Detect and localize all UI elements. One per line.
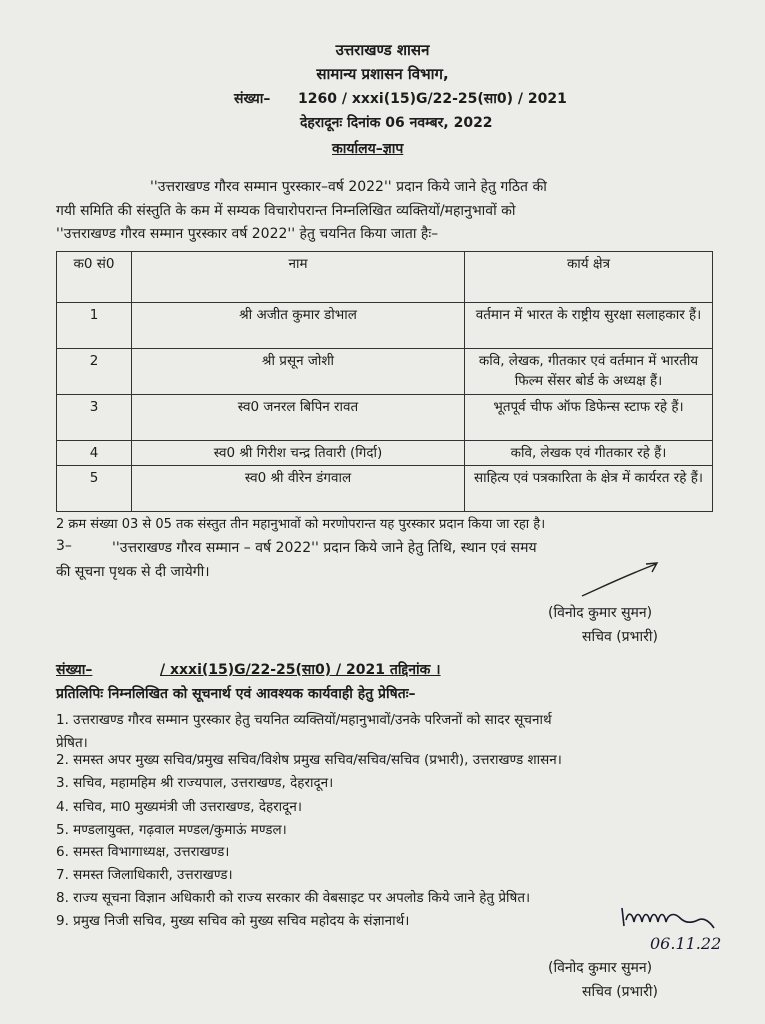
copy-item: प्रेषित। [56, 735, 88, 751]
header-sn: क0 सं0 [57, 252, 132, 303]
department-name: सामान्य प्रशासन विभाग, [316, 65, 449, 83]
handwritten-date: 06.11.22 [650, 934, 722, 953]
intro-line-3: ''उत्तराखण्ड गौरव सम्मान पुरस्कार वर्ष 2022'' हेतु चयनित किया जाता हैः– [56, 226, 439, 242]
header-field: कार्य क्षेत्र [465, 252, 713, 303]
table-header-row [57, 252, 713, 303]
para-3-line-2: की सूचना पृथक से दी जायेगी। [56, 564, 210, 580]
copy-number-value: / xxxi(15)G/22-25(सा0) / 2021 तद्दिनांक । [160, 662, 441, 678]
number-label: संख्या– [234, 91, 271, 107]
date-line: देहरादूनः दिनांक 06 नवम्बर, 2022 [300, 115, 493, 131]
signatory-2-name: (विनोद कुमार सुमन) [548, 960, 653, 976]
copy-item: 5. मण्डलायुक्त, गढ़वाल मण्डल/कुमाऊं मण्डल। [56, 822, 287, 838]
copy-number-label: संख्या– [56, 662, 93, 678]
cell-name: स्व0 श्री गिरीश चन्द्र तिवारी (गिर्दा) [132, 441, 465, 466]
copy-item: 6. समस्त विभागाध्यक्ष, उत्तराखण्ड। [56, 844, 230, 860]
header-name: नाम [132, 252, 465, 303]
cell-field: साहित्य एवं पत्रकारिता के क्षेत्र में कार्यरत रहे हैं। [465, 466, 713, 512]
cell-name: श्री अजीत कुमार डोभाल [132, 303, 465, 349]
intro-line-1: ''उत्तराखण्ड गौरव सम्मान पुरस्कार–वर्ष 2022'' प्रदान किये जाने हेतु गठित की [150, 179, 547, 195]
copy-item: 3. सचिव, महामहिम श्री राज्यपाल, उत्तराखण्ड, देहरादून। [56, 775, 334, 791]
copy-item: 9. प्रमुख निजी सचिव, मुख्य सचिव को मुख्य सचिव महोदय के संज्ञानार्थ। [56, 913, 410, 929]
cell-sn: 5 [57, 466, 132, 512]
pen-stroke-icon [580, 560, 660, 600]
govt-name: उत्तराखण्ड शासन [335, 41, 430, 59]
signatory-1-name: (विनोद कुमार सुमन) [548, 605, 653, 621]
para-3-num: 3– [56, 538, 72, 554]
table-row [57, 466, 713, 512]
cell-name: स्व0 जनरल बिपिन रावत [132, 395, 465, 441]
copy-item: 4. सचिव, मा0 मुख्यमंत्री जी उत्तराखण्ड, देहरादून। [56, 799, 302, 815]
cell-field: कवि, लेखक एवं गीतकार रहे हैं। [465, 441, 713, 466]
signatory-1-title: सचिव (प्रभारी) [582, 629, 658, 645]
table-row [57, 441, 713, 466]
table-row [57, 349, 713, 395]
cell-field: भूतपूर्व चीफ ऑफ डिफेन्स स्टाफ रहे हैं। [465, 395, 713, 441]
copy-heading: प्रतिलिपिः निम्नलिखित को सूचनार्थ एवं आवश्यक कार्यवाही हेतु प्रेषितः– [56, 686, 416, 702]
cell-sn: 2 [57, 349, 132, 395]
signatory-2-title: सचिव (प्रभारी) [582, 984, 658, 1000]
table-row [57, 395, 713, 441]
handwritten-signature-icon [618, 898, 718, 934]
number-value: 1260 / xxxi(15)G/22-25(सा0) / 2021 [298, 91, 567, 107]
para-3-line-1: ''उत्तराखण्ड गौरव सम्मान – वर्ष 2022'' प्रदान किये जाने हेतु तिथि, स्थान एवं समय [112, 540, 537, 556]
copy-item: 8. राज्य सूचना विज्ञान अधिकारी को राज्य सरकार की वेबसाइट पर अपलोड किये जाने हेतु प्रेषित। [56, 890, 531, 906]
cell-field: कवि, लेखक, गीतकार एवं वर्तमान में भारतीय फिल्म सेंसर बोर्ड के अध्यक्ष हैं। [465, 349, 713, 395]
cell-field: वर्तमान में भारत के राष्ट्रीय सुरक्षा सलाहकार हैं। [465, 303, 713, 349]
cell-sn: 3 [57, 395, 132, 441]
copy-item: 2. समस्त अपर मुख्य सचिव/प्रमुख सचिव/विशेष प्रमुख सचिव/सचिव/सचिव (प्रभारी), उत्तराखण्ड शासन। [56, 752, 562, 768]
cell-name: स्व0 श्री वीरेन डंगवाल [132, 466, 465, 512]
cell-sn: 1 [57, 303, 132, 349]
memo-title: कार्यालय–ज्ञाप [332, 141, 404, 157]
cell-name: श्री प्रसून जोशी [132, 349, 465, 395]
copy-item: 7. समस्त जिलाधिकारी, उत्तराखण्ड। [56, 867, 233, 883]
para-2: 2 क्रम संख्या 03 से 05 तक संस्तुत तीन महानुभावों को मरणोपरान्त यह पुरस्कार प्रदान किया जा रहा है। [56, 517, 546, 532]
copy-item: 1. उत्तराखण्ड गौरव सम्मान पुरस्कार हेतु चयनित व्यक्तियों/महानुभावों/उनके परिजनों को सादर सूचनार्थ [56, 712, 552, 728]
intro-line-2: गयी समिति की संस्तुति के कम में सम्यक विचारोपरान्त निम्नलिखित व्यक्तियों/महानुभावों को [56, 203, 516, 219]
table-row [57, 303, 713, 349]
awardees-table [56, 251, 713, 512]
cell-sn: 4 [57, 441, 132, 466]
